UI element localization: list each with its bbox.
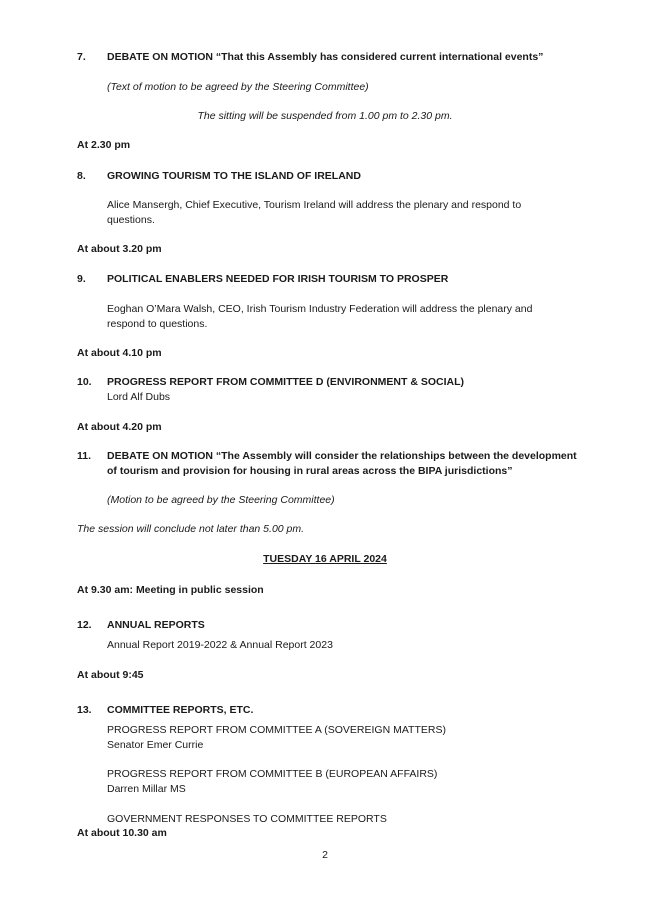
time-heading: At 9.30 am: Meeting in public session bbox=[77, 584, 264, 596]
sub-report-speaker: Senator Emer Currie bbox=[107, 739, 204, 751]
conclusion-note: The session will conclude not later than 5.00 pm. bbox=[77, 523, 305, 535]
item-number: 8. bbox=[77, 170, 86, 182]
item-title: DEBATE ON MOTION “The Assembly will consider the relationships between the development bbox=[107, 450, 577, 462]
item-title: GROWING TOURISM TO THE ISLAND OF IRELAND bbox=[107, 170, 361, 182]
time-heading: At about 4.20 pm bbox=[77, 421, 162, 433]
item-number: 12. bbox=[77, 619, 92, 631]
item-number: 11. bbox=[77, 450, 92, 462]
item-speaker: Lord Alf Dubs bbox=[107, 391, 171, 403]
item-text: Annual Report 2019-2022 & Annual Report 2023 bbox=[107, 639, 333, 651]
time-heading: At about 10.30 am bbox=[77, 827, 167, 839]
time-heading: At about 3.20 pm bbox=[77, 243, 162, 255]
suspension-note: The sitting will be suspended from 1.00 pm to 2.30 pm. bbox=[197, 110, 453, 122]
sub-report-title: PROGRESS REPORT FROM COMMITTEE B (EUROPEAN AFFAIRS) bbox=[107, 768, 438, 780]
sub-report-title: PROGRESS REPORT FROM COMMITTEE A (SOVEREIGN MATTERS) bbox=[107, 724, 446, 736]
item-number: 10. bbox=[77, 376, 92, 388]
item-text: Alice Mansergh, Chief Executive, Tourism Ireland will address the plenary and respond to bbox=[107, 199, 522, 211]
time-heading: At about 9:45 bbox=[77, 669, 144, 681]
page-number: 2 bbox=[322, 849, 328, 861]
time-heading: At about 4.10 pm bbox=[77, 347, 162, 359]
item-title: COMMITTEE REPORTS, ETC. bbox=[107, 704, 254, 716]
item-title: POLITICAL ENABLERS NEEDED FOR IRISH TOURISM TO PROSPER bbox=[107, 273, 449, 285]
item-title: ANNUAL REPORTS bbox=[107, 619, 205, 631]
sub-report-speaker: Darren Millar MS bbox=[107, 783, 186, 795]
item-note: (Text of motion to be agreed by the Steering Committee) bbox=[107, 81, 369, 93]
item-note: (Motion to be agreed by the Steering Committee) bbox=[107, 494, 335, 506]
item-title: PROGRESS REPORT FROM COMMITTEE D (ENVIRONMENT & SOCIAL) bbox=[107, 376, 465, 388]
time-heading: At 2.30 pm bbox=[77, 139, 131, 151]
day-heading: TUESDAY 16 APRIL 2024 bbox=[263, 553, 387, 565]
item-number: 9. bbox=[77, 273, 86, 285]
item-text: questions. bbox=[107, 214, 155, 226]
item-text: respond to questions. bbox=[107, 318, 208, 330]
item-title-cont: of tourism and provision for housing in rural areas across the BIPA jurisdictions” bbox=[107, 465, 513, 477]
item-number: 13. bbox=[77, 704, 92, 716]
item-text: Eoghan O’Mara Walsh, CEO, Irish Tourism Industry Federation will address the plenary and bbox=[107, 303, 533, 315]
item-title: DEBATE ON MOTION “That this Assembly has considered current international events” bbox=[107, 51, 544, 63]
item-number: 7. bbox=[77, 51, 86, 63]
sub-report-title: GOVERNMENT RESPONSES TO COMMITTEE REPORTS bbox=[107, 813, 387, 825]
